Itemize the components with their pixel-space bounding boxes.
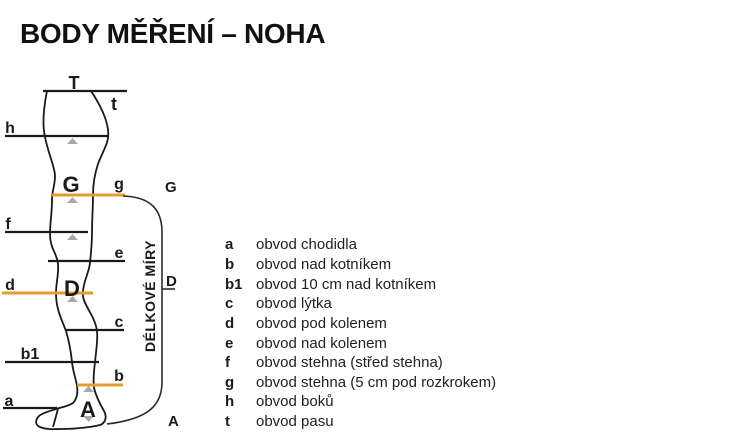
legend-key: b xyxy=(225,255,235,273)
legend-label: obvod nad kotníkem xyxy=(256,255,392,273)
label-f: f xyxy=(5,216,11,233)
length-bracket xyxy=(107,179,179,430)
legend-item-e xyxy=(225,333,555,353)
legend-label: obvod stehna (5 cm pod rozkrokem) xyxy=(256,373,497,391)
legend-key: b1 xyxy=(225,275,243,293)
marker-triangle-g xyxy=(67,197,78,203)
label-T: T xyxy=(68,73,80,93)
label-e: e xyxy=(114,245,124,262)
legend-item-d xyxy=(225,314,555,334)
label-d: d xyxy=(5,277,15,294)
bracket-label-A: A xyxy=(168,413,179,430)
bracket-label-D: D xyxy=(166,273,177,290)
marker-triangle-b xyxy=(83,386,94,392)
legend-label: obvod boků xyxy=(256,393,334,411)
legend-label: obvod stehna (střed stehna) xyxy=(256,354,443,372)
bracket-title: DÉLKOVÉ MÍRY xyxy=(142,239,158,353)
label-c: c xyxy=(114,314,124,331)
legend-label: obvod pasu xyxy=(256,413,334,431)
legend-key: c xyxy=(225,295,234,313)
legend-item-b1 xyxy=(225,274,555,294)
legend-key: h xyxy=(225,393,235,411)
legend-item-a xyxy=(225,235,555,255)
label-g: g xyxy=(114,176,124,193)
legend-label: obvod pod kolenem xyxy=(256,314,387,332)
bracket-label-G: G xyxy=(165,179,177,196)
label-A-big: A xyxy=(80,397,96,422)
legend-key: t xyxy=(225,413,230,431)
legend-key: e xyxy=(225,334,234,352)
marker-triangle-h xyxy=(67,138,78,144)
legend-key: f xyxy=(225,354,230,372)
legend-item-c xyxy=(225,294,555,314)
legend-item-h xyxy=(225,392,555,412)
measurement-legend xyxy=(225,235,555,431)
measurement-labels xyxy=(5,73,125,422)
legend-item-f xyxy=(225,353,555,373)
page-title: BODY MĚŘENÍ – NOHA xyxy=(20,18,326,49)
legend-label: obvod chodidla xyxy=(256,236,357,254)
legend-item-g xyxy=(225,372,555,392)
label-h: h xyxy=(5,120,15,137)
legend-item-t xyxy=(225,412,555,432)
label-t: t xyxy=(111,94,117,114)
legend-key: d xyxy=(225,314,235,332)
legend-label: obvod lýtka xyxy=(256,295,332,313)
label-G-big: G xyxy=(62,172,80,197)
label-b1: b1 xyxy=(20,346,40,363)
marker-triangle-f xyxy=(67,234,78,240)
toe-cap-line xyxy=(53,409,58,427)
label-D-big: D xyxy=(64,276,80,301)
label-a: a xyxy=(4,393,14,410)
label-b: b xyxy=(114,368,124,385)
legend-label: obvod nad kolenem xyxy=(256,334,387,352)
legend-item-b xyxy=(225,255,555,275)
legend-label: obvod 10 cm nad kotníkem xyxy=(256,275,437,293)
legend-key: a xyxy=(225,236,234,254)
legend-key: g xyxy=(225,373,235,391)
